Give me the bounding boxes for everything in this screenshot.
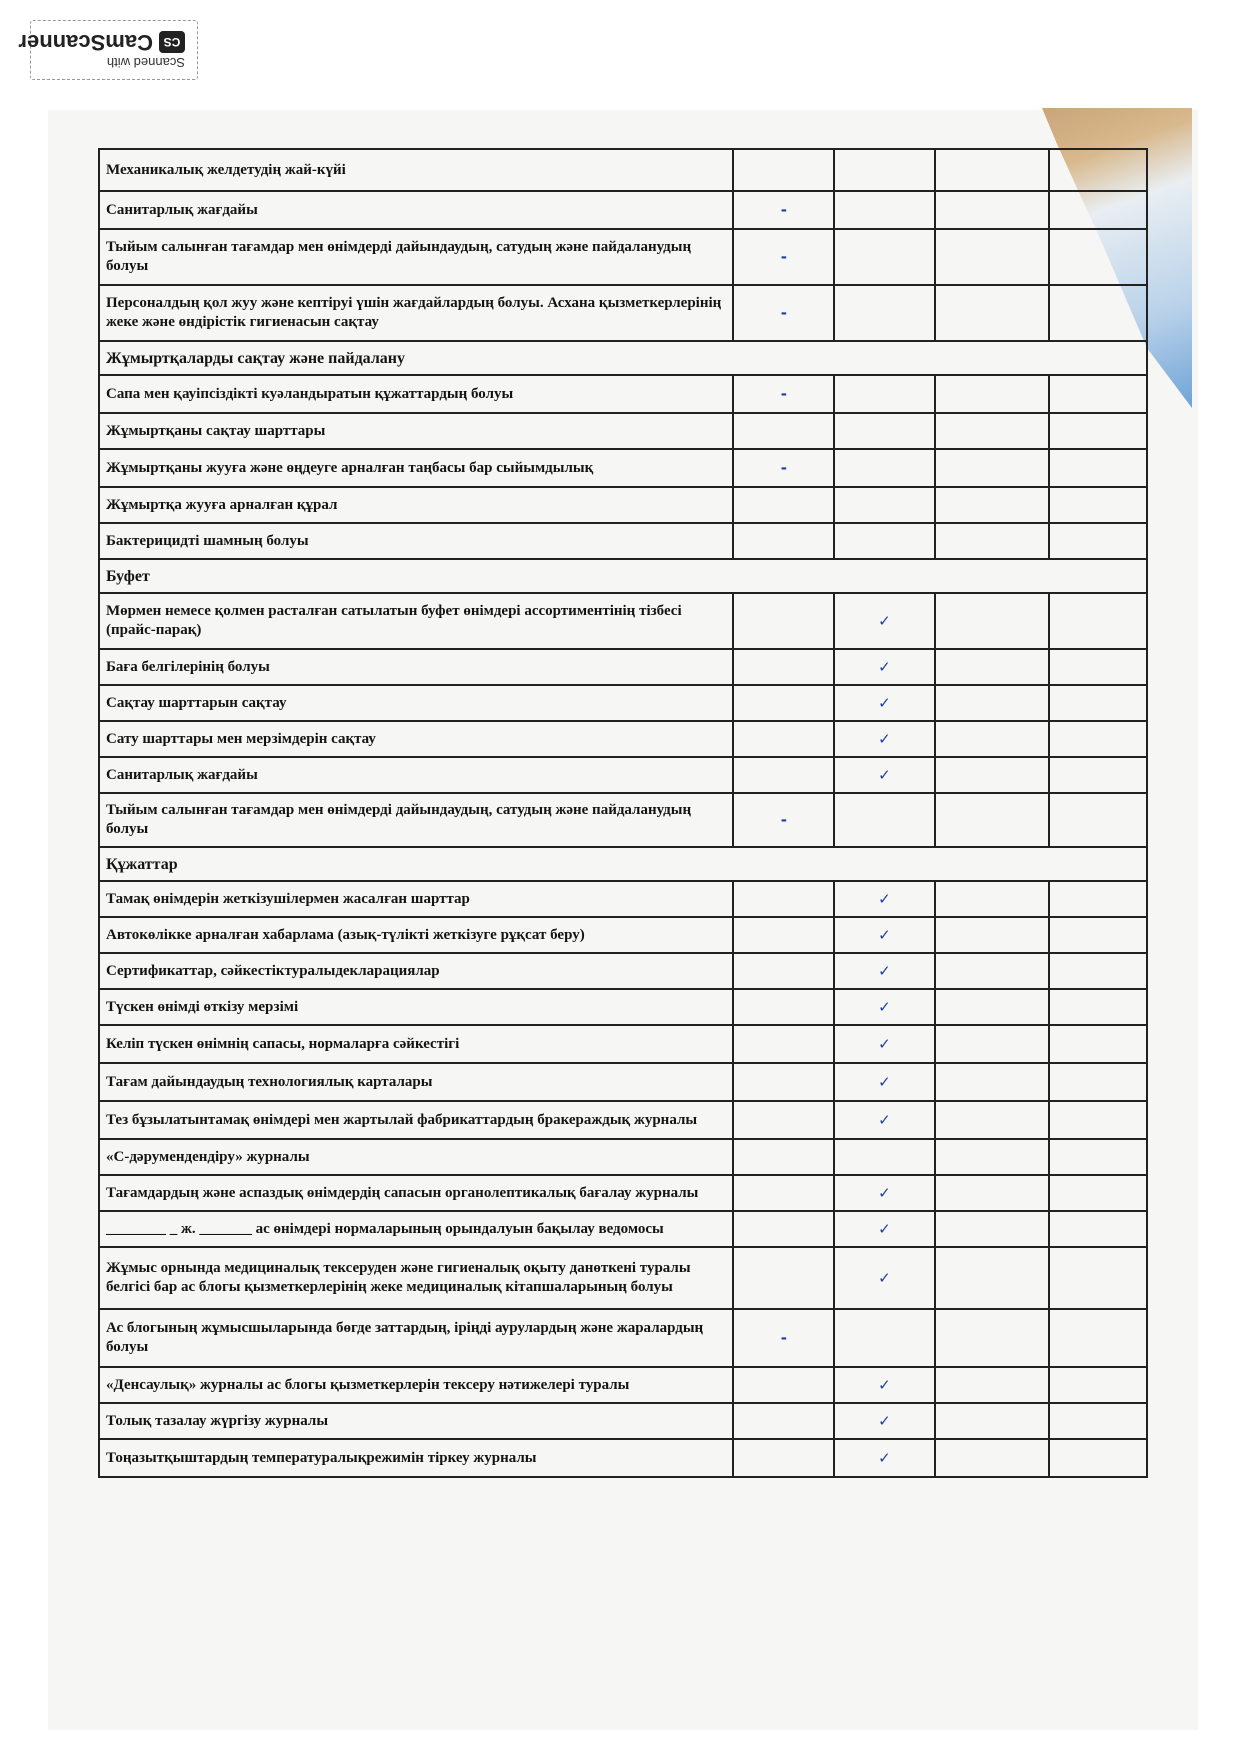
empty-cell [935, 487, 1049, 523]
empty-cell [1049, 953, 1147, 989]
dash-mark-cell [733, 1247, 834, 1309]
item-label: Санитарлық жағдайы [99, 757, 733, 793]
item-label: Тыйым салынған тағамдар мен өнімдерді дайындаудың, сатудың және пайдаланудың болуы [99, 229, 733, 285]
check-mark-cell: ✓ [834, 1211, 935, 1247]
empty-cell [935, 1367, 1049, 1403]
empty-cell [935, 1063, 1049, 1101]
empty-cell [1049, 1175, 1147, 1211]
empty-cell [1049, 229, 1147, 285]
table-row [99, 229, 1147, 285]
section-row [99, 847, 1147, 881]
empty-cell [935, 721, 1049, 757]
empty-cell [935, 149, 1049, 191]
table-row [99, 953, 1147, 989]
empty-cell [935, 285, 1049, 341]
empty-cell [935, 523, 1049, 559]
section-title: Жұмыртқаларды сақтау және пайдалану [99, 341, 1147, 375]
empty-cell [935, 953, 1049, 989]
empty-cell [1049, 285, 1147, 341]
table-row [99, 487, 1147, 523]
item-label: Тоңазытқыштардың температуралықрежимін тіркеу журналы [99, 1439, 733, 1477]
check-mark-cell [834, 191, 935, 229]
watermark-caption: Scanned with [106, 55, 185, 71]
dash-mark-cell [733, 917, 834, 953]
table-row [99, 1063, 1147, 1101]
empty-cell [935, 1309, 1049, 1367]
dash-mark-cell [733, 1139, 834, 1175]
check-mark-cell: ✓ [834, 649, 935, 685]
empty-cell [1049, 1247, 1147, 1309]
dash-mark-cell: - [733, 1309, 834, 1367]
empty-cell [935, 1175, 1049, 1211]
check-mark-cell [834, 1309, 935, 1367]
item-label: Баға белгілерінің болуы [99, 649, 733, 685]
table-row [99, 523, 1147, 559]
dash-mark-cell: - [733, 375, 834, 413]
table-row [99, 917, 1147, 953]
empty-cell [935, 229, 1049, 285]
check-mark-cell [834, 793, 935, 847]
check-mark-cell: ✓ [834, 989, 935, 1025]
empty-cell [1049, 413, 1147, 449]
empty-cell [1049, 523, 1147, 559]
check-mark-cell [834, 449, 935, 487]
table-row [99, 1439, 1147, 1477]
empty-cell [1049, 375, 1147, 413]
dash-mark-cell [733, 1101, 834, 1139]
table-row [99, 757, 1147, 793]
checklist-table [98, 148, 1148, 1478]
dash-mark-cell: - [733, 191, 834, 229]
empty-cell [1049, 1139, 1147, 1175]
table-row [99, 989, 1147, 1025]
empty-cell [935, 649, 1049, 685]
dash-mark-cell [733, 1025, 834, 1063]
empty-cell [1049, 721, 1147, 757]
table-row [99, 685, 1147, 721]
table-row [99, 721, 1147, 757]
dash-mark-cell [733, 593, 834, 649]
empty-cell [1049, 1439, 1147, 1477]
dash-mark-cell [733, 523, 834, 559]
empty-cell [935, 917, 1049, 953]
dash-mark-cell [733, 649, 834, 685]
table-row [99, 1101, 1147, 1139]
empty-cell [1049, 1403, 1147, 1439]
dash-mark-cell [733, 1439, 834, 1477]
empty-cell [935, 1403, 1049, 1439]
table-row [99, 1403, 1147, 1439]
item-label: Персоналдың қол жуу және кептіруі үшін жағдайлардың болуы. Асхана қызметкерлерінің жеке және өндірістік гигиенасын сақтау [99, 285, 733, 341]
check-mark-cell: ✓ [834, 1025, 935, 1063]
empty-cell [935, 593, 1049, 649]
dash-mark-cell [733, 953, 834, 989]
watermark-brand [18, 30, 185, 56]
empty-cell [1049, 1025, 1147, 1063]
dash-mark-cell [733, 149, 834, 191]
item-label: Бактерицидті шамның болуы [99, 523, 733, 559]
empty-cell [935, 191, 1049, 229]
dash-mark-cell: - [733, 449, 834, 487]
item-label: Тез бұзылатынтамақ өнімдері мен жартылай фабрикаттардың бракераждық журналы [99, 1101, 733, 1139]
table-row [99, 285, 1147, 341]
watermark-brand-name: CamScanner [18, 30, 153, 56]
table-row [99, 1211, 1147, 1247]
dash-mark-cell [733, 881, 834, 917]
check-mark-cell: ✓ [834, 1175, 935, 1211]
check-mark-cell: ✓ [834, 1439, 935, 1477]
dash-mark-cell: - [733, 285, 834, 341]
item-label: Тағамдардың және аспаздық өнімдердің сапасын органолептикалық бағалау журналы [99, 1175, 733, 1211]
item-label: Ас блогының жұмысшыларында бөгде заттардың, іріңді аурулардың және жаралардың болуы [99, 1309, 733, 1367]
item-label: «Денсаулық» журналы ас блогы қызметкерлерін тексеру нәтижелері туралы [99, 1367, 733, 1403]
dash-mark-cell [733, 1063, 834, 1101]
check-mark-cell: ✓ [834, 1367, 935, 1403]
empty-cell [935, 1101, 1049, 1139]
camscanner-watermark [18, 20, 198, 80]
empty-cell [1049, 917, 1147, 953]
check-mark-cell: ✓ [834, 721, 935, 757]
check-mark-cell [834, 487, 935, 523]
empty-cell [1049, 989, 1147, 1025]
dash-mark-cell [733, 487, 834, 523]
item-label: Түскен өнімді өткізу мерзімі [99, 989, 733, 1025]
item-label: Автокөлікке арналған хабарлама (азық-түлікті жеткізуге рұқсат беру) [99, 917, 733, 953]
empty-cell [935, 881, 1049, 917]
empty-cell [1049, 1367, 1147, 1403]
table-row [99, 793, 1147, 847]
dash-mark-cell [733, 1367, 834, 1403]
item-label: Жұмыс орнында медициналық тексеруден және гигиеналық оқыту данөткені туралы белгісі бар ас блогы қызметкерлерінің жеке медициналық кітапшаларының болуы [99, 1247, 733, 1309]
item-label: Тағам дайындаудың технологиялық карталары [99, 1063, 733, 1101]
item-label: Мөрмен немесе қолмен расталған сатылатын буфет өнімдері ассортиментінің тізбесі (прайс-парақ) [99, 593, 733, 649]
item-label: Жұмыртқаны жууға және өңдеуге арналған таңбасы бар сыйымдылық [99, 449, 733, 487]
check-mark-cell [834, 523, 935, 559]
item-label: Тыйым салынған тағамдар мен өнімдерді дайындаудың, сатудың және пайдаланудың болуы [99, 793, 733, 847]
dash-mark-cell [733, 1403, 834, 1439]
item-label: ________ _ ж. _______ ас өнімдері нормаларының орындалуын бақылау ведомосы [99, 1211, 733, 1247]
empty-cell [1049, 1211, 1147, 1247]
check-mark-cell: ✓ [834, 593, 935, 649]
empty-cell [935, 413, 1049, 449]
item-label: Механикалық желдетудің жай-күйі [99, 149, 733, 191]
empty-cell [935, 989, 1049, 1025]
table-row [99, 1309, 1147, 1367]
empty-cell [935, 757, 1049, 793]
table-row [99, 413, 1147, 449]
check-mark-cell: ✓ [834, 1101, 935, 1139]
table-row [99, 649, 1147, 685]
check-mark-cell: ✓ [834, 953, 935, 989]
item-label: Тамақ өнімдерін жеткізушілермен жасалған шарттар [99, 881, 733, 917]
check-mark-cell [834, 375, 935, 413]
empty-cell [935, 375, 1049, 413]
empty-cell [935, 1247, 1049, 1309]
dash-mark-cell [733, 757, 834, 793]
empty-cell [935, 449, 1049, 487]
empty-cell [935, 1211, 1049, 1247]
check-mark-cell [834, 149, 935, 191]
table-row [99, 1139, 1147, 1175]
empty-cell [1049, 1063, 1147, 1101]
check-mark-cell: ✓ [834, 881, 935, 917]
dash-mark-cell [733, 1211, 834, 1247]
table-row [99, 1247, 1147, 1309]
empty-cell [1049, 649, 1147, 685]
empty-cell [1049, 593, 1147, 649]
empty-cell [1049, 685, 1147, 721]
table-row [99, 149, 1147, 191]
check-mark-cell: ✓ [834, 917, 935, 953]
empty-cell [1049, 487, 1147, 523]
item-label: «С-дәрумендендіру» журналы [99, 1139, 733, 1175]
item-label: Сертификаттар, сәйкестіктуралыдекларациялар [99, 953, 733, 989]
check-mark-cell: ✓ [834, 1247, 935, 1309]
table-row [99, 449, 1147, 487]
section-title: Құжаттар [99, 847, 1147, 881]
check-mark-cell [834, 413, 935, 449]
dash-mark-cell: - [733, 229, 834, 285]
empty-cell [935, 1025, 1049, 1063]
item-label: Сату шарттары мен мерзімдерін сақтау [99, 721, 733, 757]
empty-cell [1049, 1309, 1147, 1367]
check-mark-cell: ✓ [834, 685, 935, 721]
check-mark-cell [834, 1139, 935, 1175]
empty-cell [1049, 881, 1147, 917]
check-mark-cell: ✓ [834, 1063, 935, 1101]
checklist-body [99, 149, 1147, 1477]
empty-cell [1049, 191, 1147, 229]
empty-cell [1049, 757, 1147, 793]
item-label: Толық тазалау жүргізу журналы [99, 1403, 733, 1439]
check-mark-cell [834, 229, 935, 285]
dash-mark-cell [733, 989, 834, 1025]
camscanner-logo-icon: CS [159, 32, 185, 54]
table-row [99, 1025, 1147, 1063]
empty-cell [1049, 149, 1147, 191]
dash-mark-cell [733, 413, 834, 449]
dash-mark-cell [733, 721, 834, 757]
empty-cell [1049, 793, 1147, 847]
table-row [99, 191, 1147, 229]
table-row [99, 1367, 1147, 1403]
item-label: Санитарлық жағдайы [99, 191, 733, 229]
item-label: Сақтау шарттарын сақтау [99, 685, 733, 721]
dash-mark-cell [733, 685, 834, 721]
check-mark-cell: ✓ [834, 757, 935, 793]
section-row [99, 341, 1147, 375]
empty-cell [935, 793, 1049, 847]
section-title: Буфет [99, 559, 1147, 593]
empty-cell [935, 685, 1049, 721]
item-label: Келіп түскен өнімнің сапасы, нормаларға сәйкестігі [99, 1025, 733, 1063]
section-row [99, 559, 1147, 593]
item-label: Сапа мен қауіпсіздікті куәландыратын құжаттардың болуы [99, 375, 733, 413]
empty-cell [935, 1139, 1049, 1175]
empty-cell [1049, 1101, 1147, 1139]
dash-mark-cell: - [733, 793, 834, 847]
empty-cell [1049, 449, 1147, 487]
table-row [99, 881, 1147, 917]
item-label: Жұмыртқаны сақтау шарттары [99, 413, 733, 449]
table-row [99, 375, 1147, 413]
empty-cell [935, 1439, 1049, 1477]
dash-mark-cell [733, 1175, 834, 1211]
table-row [99, 593, 1147, 649]
item-label: Жұмыртқа жууға арналған құрал [99, 487, 733, 523]
table-row [99, 1175, 1147, 1211]
check-mark-cell: ✓ [834, 1403, 935, 1439]
check-mark-cell [834, 285, 935, 341]
